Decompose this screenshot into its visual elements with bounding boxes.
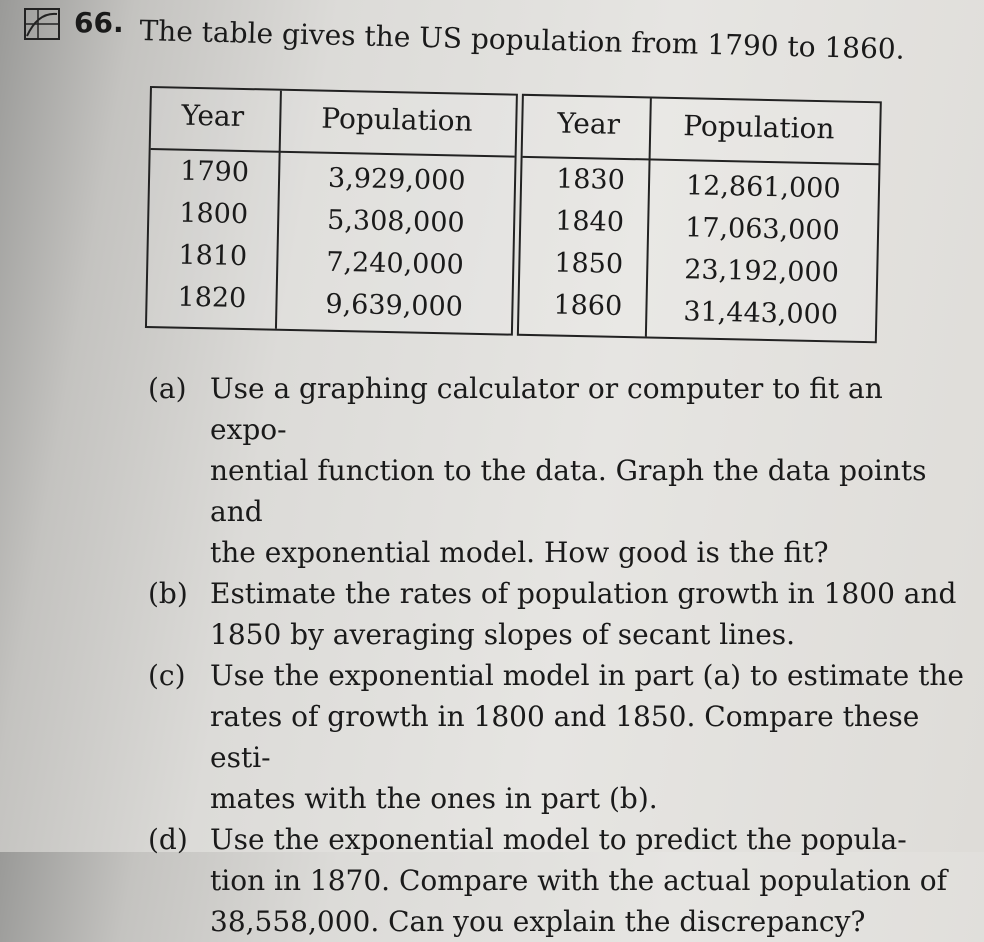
part-line: mates with the ones in part (b). (210, 782, 658, 815)
table-cell-population: 9,639,000 (325, 288, 464, 323)
table-cell-year: 1830 (555, 163, 626, 196)
part-d (148, 819, 968, 942)
part-label: (c) (148, 659, 186, 692)
part-b (148, 573, 968, 655)
header-year: Year (181, 98, 245, 133)
part-line: tion in 1870. Compare with the actual population of (210, 864, 947, 897)
table-cell-population: 12,861,000 (685, 170, 841, 205)
header-population: Population (321, 101, 473, 138)
population-column (683, 165, 841, 336)
part-line: nential function to the data. Graph the data points and (210, 454, 927, 528)
table-cell-population: 23,192,000 (683, 254, 840, 289)
table-cell-population: 3,929,000 (327, 162, 466, 197)
table-cell-year: 1860 (553, 289, 623, 322)
part-line: rates of growth in 1800 and 1850. Compare these esti- (210, 700, 920, 774)
part-line: Use a graphing calculator or computer to fit an expo- (210, 372, 883, 446)
table-cell-population: 5,308,000 (326, 204, 465, 239)
problem-number: 66. (74, 6, 124, 39)
year-column (177, 151, 249, 320)
table-cell-year: 1800 (179, 197, 249, 231)
table-cell-year: 1850 (554, 247, 624, 280)
population-table (145, 86, 878, 351)
part-line: Estimate the rates of population growth in 1800 and (210, 577, 957, 610)
problem-statement: The table gives the US population from 1790 to 1860. (139, 14, 905, 66)
part-line: Use the exponential model to predict the popula- (210, 823, 907, 856)
table-cell-population: 7,240,000 (326, 246, 465, 281)
part-line: 1850 by averaging slopes of secant lines. (210, 618, 796, 651)
table-left-half (145, 86, 518, 336)
table-cell-population: 31,443,000 (683, 296, 839, 331)
part-c (148, 655, 968, 819)
header-population: Population (682, 109, 835, 146)
part-label: (b) (148, 577, 188, 610)
table-cell-year: 1820 (177, 281, 247, 315)
part-label: (d) (148, 823, 188, 856)
table-cell-year: 1810 (178, 239, 248, 273)
year-column (553, 159, 625, 328)
table-cell-year: 1790 (179, 155, 250, 189)
part-line: Use the exponential model in part (a) to estimate the (210, 659, 964, 692)
table-cell-population: 17,063,000 (684, 212, 841, 247)
header-year: Year (556, 106, 621, 141)
part-line: the exponential model. How good is the fit? (210, 536, 829, 569)
table-cell-year: 1840 (554, 205, 625, 238)
graphing-calculator-icon (24, 8, 60, 40)
population-column (325, 158, 466, 329)
part-line: 38,558,000. Can you explain the discrepancy? (210, 905, 866, 938)
problem-parts (148, 368, 968, 942)
part-label: (a) (148, 372, 187, 405)
table-right-half (517, 94, 882, 343)
part-a (148, 368, 968, 573)
